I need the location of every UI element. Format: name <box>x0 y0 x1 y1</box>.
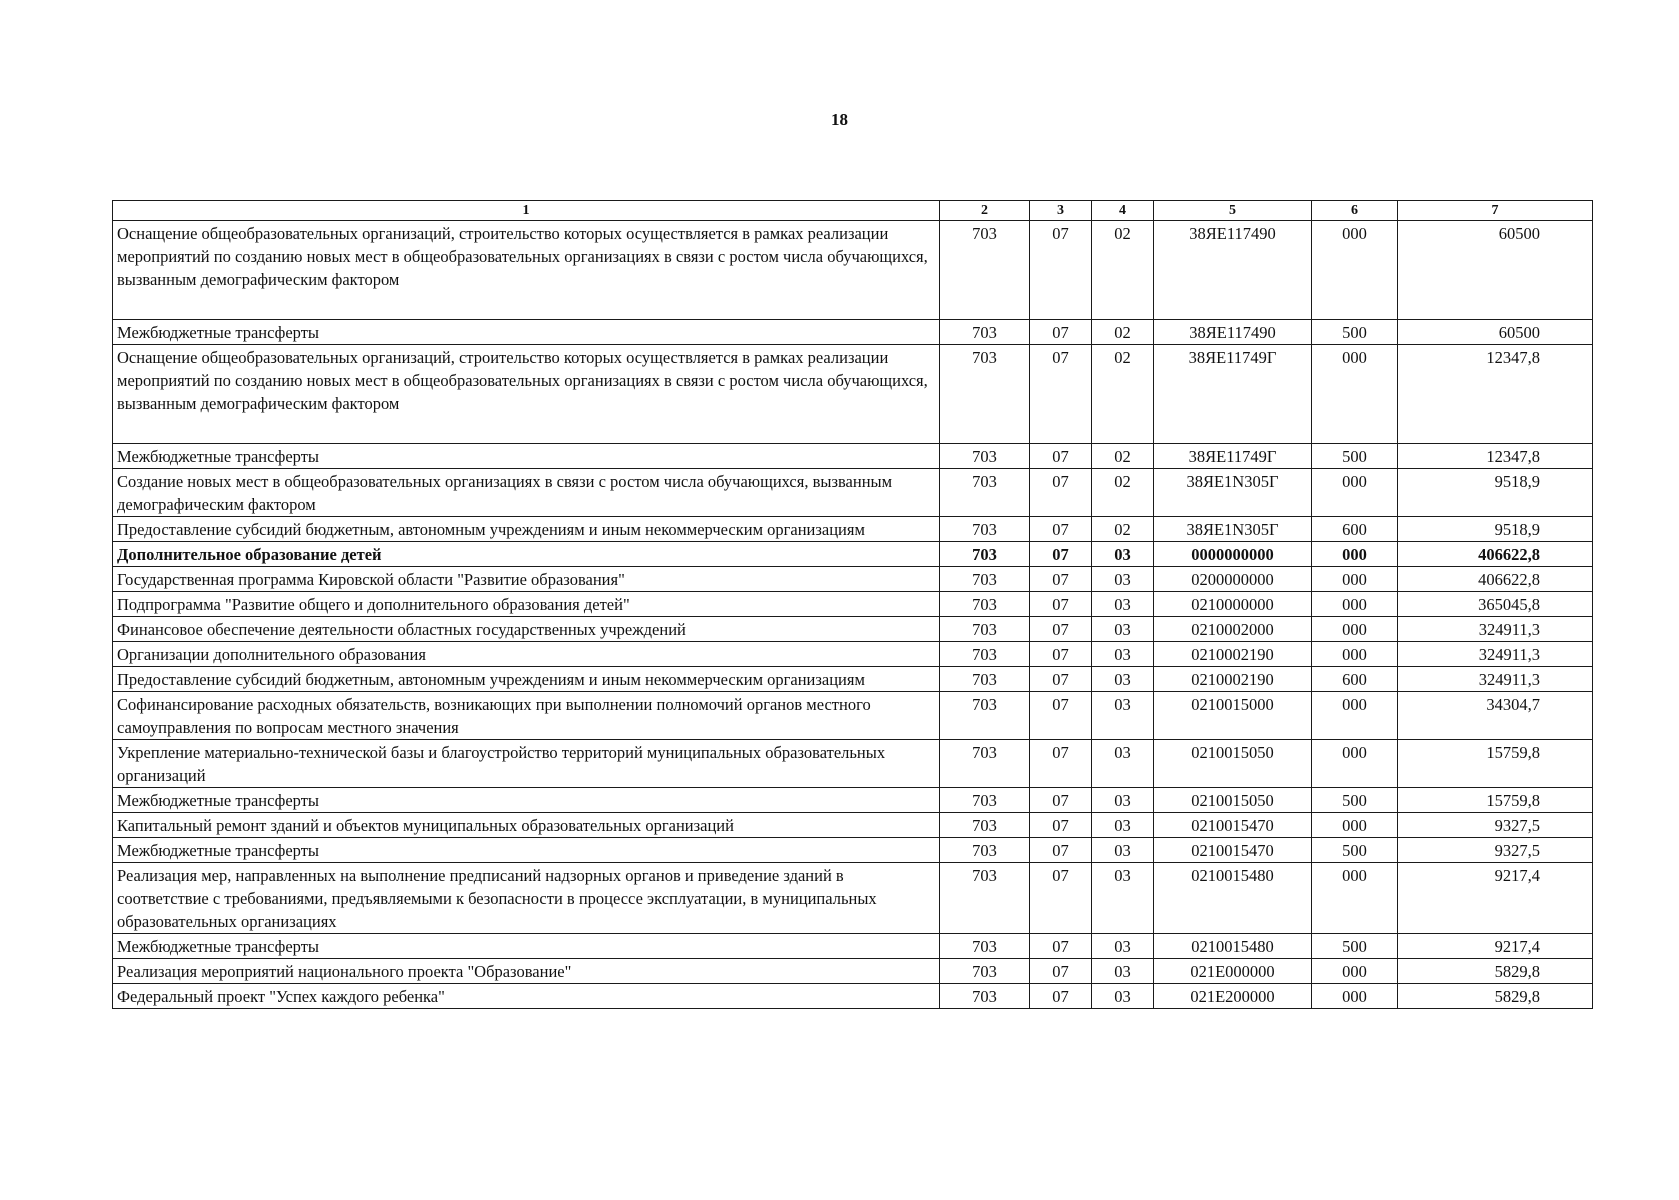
row-code-6-cell: 600 <box>1312 517 1398 542</box>
table-row <box>113 959 1593 984</box>
table-row <box>113 444 1593 469</box>
row-code-2-cell: 703 <box>940 542 1030 567</box>
row-code-5-cell: 021E200000 <box>1154 984 1312 1009</box>
table-row <box>113 617 1593 642</box>
row-code-5-cell: 0210015050 <box>1154 740 1312 788</box>
row-code-5-cell: 0210015480 <box>1154 934 1312 959</box>
row-name-cell: Межбюджетные трансферты <box>113 934 940 959</box>
row-amount-cell: 9217,4 <box>1398 863 1593 934</box>
row-code-2-cell: 703 <box>940 692 1030 740</box>
row-code-5-cell: 0210015000 <box>1154 692 1312 740</box>
row-code-4-cell: 03 <box>1092 617 1154 642</box>
table-row <box>113 542 1593 567</box>
table-row <box>113 838 1593 863</box>
table-row <box>113 469 1593 517</box>
row-code-2-cell: 703 <box>940 838 1030 863</box>
row-code-4-cell: 03 <box>1092 667 1154 692</box>
row-code-6-cell: 000 <box>1312 984 1398 1009</box>
row-code-2-cell: 703 <box>940 959 1030 984</box>
row-code-5-cell: 0210015050 <box>1154 788 1312 813</box>
table-row <box>113 320 1593 345</box>
column-header-3: 3 <box>1030 201 1092 221</box>
row-name-cell: Межбюджетные трансферты <box>113 444 940 469</box>
table-row <box>113 642 1593 667</box>
table-header-row <box>113 201 1593 221</box>
row-code-3-cell: 07 <box>1030 813 1092 838</box>
row-name-cell: Федеральный проект "Успех каждого ребенка" <box>113 984 940 1009</box>
row-code-4-cell: 03 <box>1092 592 1154 617</box>
table-row <box>113 221 1593 320</box>
row-amount-cell: 60500 <box>1398 320 1593 345</box>
row-amount-cell: 15759,8 <box>1398 788 1593 813</box>
row-code-3-cell: 07 <box>1030 838 1092 863</box>
row-name-cell: Межбюджетные трансферты <box>113 788 940 813</box>
row-amount-cell: 406622,8 <box>1398 542 1593 567</box>
row-amount-cell: 12347,8 <box>1398 345 1593 444</box>
row-code-2-cell: 703 <box>940 345 1030 444</box>
row-code-3-cell: 07 <box>1030 444 1092 469</box>
row-code-4-cell: 03 <box>1092 567 1154 592</box>
row-amount-cell: 5829,8 <box>1398 959 1593 984</box>
row-code-4-cell: 03 <box>1092 692 1154 740</box>
row-code-3-cell: 07 <box>1030 959 1092 984</box>
column-header-2: 2 <box>940 201 1030 221</box>
row-code-4-cell: 02 <box>1092 320 1154 345</box>
row-amount-cell: 9327,5 <box>1398 813 1593 838</box>
row-name-cell: Реализация мероприятий национального проекта "Образование" <box>113 959 940 984</box>
row-code-5-cell: 38ЯЕ117490 <box>1154 221 1312 320</box>
row-amount-cell: 9518,9 <box>1398 517 1593 542</box>
row-code-3-cell: 07 <box>1030 863 1092 934</box>
row-code-5-cell: 0210000000 <box>1154 592 1312 617</box>
row-name-cell: Межбюджетные трансферты <box>113 838 940 863</box>
row-code-3-cell: 07 <box>1030 667 1092 692</box>
row-code-4-cell: 02 <box>1092 221 1154 320</box>
row-code-5-cell: 0000000000 <box>1154 542 1312 567</box>
column-header-7: 7 <box>1398 201 1593 221</box>
row-name-cell: Организации дополнительного образования <box>113 642 940 667</box>
row-code-4-cell: 03 <box>1092 642 1154 667</box>
row-code-4-cell: 03 <box>1092 788 1154 813</box>
table-row <box>113 567 1593 592</box>
row-code-2-cell: 703 <box>940 617 1030 642</box>
table-row <box>113 788 1593 813</box>
row-amount-cell: 365045,8 <box>1398 592 1593 617</box>
row-code-2-cell: 703 <box>940 320 1030 345</box>
row-amount-cell: 9327,5 <box>1398 838 1593 863</box>
table-row <box>113 934 1593 959</box>
row-code-3-cell: 07 <box>1030 567 1092 592</box>
row-amount-cell: 324911,3 <box>1398 667 1593 692</box>
row-code-5-cell: 0210002190 <box>1154 642 1312 667</box>
row-code-5-cell: 0210015480 <box>1154 863 1312 934</box>
row-code-2-cell: 703 <box>940 667 1030 692</box>
row-amount-cell: 15759,8 <box>1398 740 1593 788</box>
row-code-3-cell: 07 <box>1030 617 1092 642</box>
row-code-2-cell: 703 <box>940 740 1030 788</box>
row-name-cell: Подпрограмма "Развитие общего и дополнительного образования детей" <box>113 592 940 617</box>
row-name-cell: Софинансирование расходных обязательств, возникающих при выполнении полномочий органов местного самоуправления по вопросам местного значения <box>113 692 940 740</box>
row-amount-cell: 406622,8 <box>1398 567 1593 592</box>
row-code-2-cell: 703 <box>940 469 1030 517</box>
row-code-4-cell: 02 <box>1092 345 1154 444</box>
row-code-4-cell: 03 <box>1092 813 1154 838</box>
row-code-4-cell: 02 <box>1092 469 1154 517</box>
row-amount-cell: 60500 <box>1398 221 1593 320</box>
row-code-5-cell: 0210002190 <box>1154 667 1312 692</box>
column-header-4: 4 <box>1092 201 1154 221</box>
table-row <box>113 667 1593 692</box>
table-row <box>113 863 1593 934</box>
row-code-3-cell: 07 <box>1030 542 1092 567</box>
row-code-6-cell: 000 <box>1312 959 1398 984</box>
row-name-cell: Предоставление субсидий бюджетным, автономным учреждениям и иным некоммерческим организациям <box>113 667 940 692</box>
row-code-6-cell: 000 <box>1312 813 1398 838</box>
row-code-5-cell: 021E000000 <box>1154 959 1312 984</box>
row-name-cell: Межбюджетные трансферты <box>113 320 940 345</box>
row-code-3-cell: 07 <box>1030 345 1092 444</box>
table-row <box>113 345 1593 444</box>
row-code-6-cell: 500 <box>1312 838 1398 863</box>
row-code-4-cell: 03 <box>1092 959 1154 984</box>
row-code-6-cell: 000 <box>1312 567 1398 592</box>
row-code-3-cell: 07 <box>1030 320 1092 345</box>
row-code-6-cell: 000 <box>1312 542 1398 567</box>
row-code-2-cell: 703 <box>940 642 1030 667</box>
row-code-6-cell: 500 <box>1312 320 1398 345</box>
row-name-cell: Предоставление субсидий бюджетным, автономным учреждениям и иным некоммерческим организациям <box>113 517 940 542</box>
row-name-cell: Финансовое обеспечение деятельности областных государственных учреждений <box>113 617 940 642</box>
row-code-5-cell: 38ЯЕ11749Г <box>1154 444 1312 469</box>
row-code-3-cell: 07 <box>1030 934 1092 959</box>
table-body <box>113 201 1593 1009</box>
row-code-5-cell: 38ЯЕ11749Г <box>1154 345 1312 444</box>
row-code-3-cell: 07 <box>1030 642 1092 667</box>
row-code-3-cell: 07 <box>1030 517 1092 542</box>
row-code-6-cell: 000 <box>1312 642 1398 667</box>
row-code-2-cell: 703 <box>940 221 1030 320</box>
row-name-cell: Дополнительное образование детей <box>113 542 940 567</box>
row-code-6-cell: 000 <box>1312 692 1398 740</box>
row-amount-cell: 12347,8 <box>1398 444 1593 469</box>
row-name-cell: Капитальный ремонт зданий и объектов муниципальных образовательных организаций <box>113 813 940 838</box>
table-row <box>113 592 1593 617</box>
row-code-3-cell: 07 <box>1030 592 1092 617</box>
row-code-2-cell: 703 <box>940 788 1030 813</box>
row-code-5-cell: 0210015470 <box>1154 838 1312 863</box>
column-header-6: 6 <box>1312 201 1398 221</box>
row-code-4-cell: 03 <box>1092 984 1154 1009</box>
row-code-2-cell: 703 <box>940 934 1030 959</box>
column-header-1: 1 <box>113 201 940 221</box>
row-code-5-cell: 38ЯЕ117490 <box>1154 320 1312 345</box>
row-name-cell: Государственная программа Кировской области "Развитие образования" <box>113 567 940 592</box>
row-code-3-cell: 07 <box>1030 692 1092 740</box>
table-row <box>113 813 1593 838</box>
row-name-cell: Оснащение общеобразовательных организаций, строительство которых осуществляется в рамках реализации мероприятий по созданию новых мест в общеобразовательных организациях в связи с ростом числа обучающихся, вызванным демографическим фактором <box>113 345 940 444</box>
row-code-4-cell: 03 <box>1092 863 1154 934</box>
row-amount-cell: 34304,7 <box>1398 692 1593 740</box>
row-code-6-cell: 000 <box>1312 592 1398 617</box>
table-row <box>113 517 1593 542</box>
table-row <box>113 740 1593 788</box>
row-code-6-cell: 000 <box>1312 345 1398 444</box>
row-code-5-cell: 38ЯЕ1N305Г <box>1154 517 1312 542</box>
row-amount-cell: 9518,9 <box>1398 469 1593 517</box>
row-code-2-cell: 703 <box>940 567 1030 592</box>
row-code-2-cell: 703 <box>940 444 1030 469</box>
table-row <box>113 984 1593 1009</box>
row-code-2-cell: 703 <box>940 984 1030 1009</box>
table-row <box>113 692 1593 740</box>
row-code-4-cell: 03 <box>1092 542 1154 567</box>
row-code-3-cell: 07 <box>1030 469 1092 517</box>
row-code-2-cell: 703 <box>940 863 1030 934</box>
column-header-5: 5 <box>1154 201 1312 221</box>
row-name-cell: Создание новых мест в общеобразовательных организациях в связи с ростом числа обучающихся, вызванным демографическим фактором <box>113 469 940 517</box>
row-code-5-cell: 0210002000 <box>1154 617 1312 642</box>
row-code-6-cell: 500 <box>1312 444 1398 469</box>
row-code-5-cell: 38ЯЕ1N305Г <box>1154 469 1312 517</box>
budget-table <box>112 200 1593 1009</box>
row-code-6-cell: 500 <box>1312 788 1398 813</box>
row-name-cell: Реализация мер, направленных на выполнение предписаний надзорных органов и приведение зданий в соответствие с требованиями, предъявляемыми к безопасности в процессе эксплуатации, в муниципальных образовательных организациях <box>113 863 940 934</box>
row-name-cell: Укрепление материально-технической базы и благоустройство территорий муниципальных образовательных организаций <box>113 740 940 788</box>
row-amount-cell: 324911,3 <box>1398 617 1593 642</box>
row-amount-cell: 324911,3 <box>1398 642 1593 667</box>
row-code-6-cell: 000 <box>1312 740 1398 788</box>
row-code-3-cell: 07 <box>1030 740 1092 788</box>
row-code-2-cell: 703 <box>940 517 1030 542</box>
page-number: 18 <box>831 110 848 129</box>
row-name-cell: Оснащение общеобразовательных организаций, строительство которых осуществляется в рамках реализации мероприятий по созданию новых мест в общеобразовательных организациях в связи с ростом числа обучающихся, вызванным демографическим фактором <box>113 221 940 320</box>
row-code-3-cell: 07 <box>1030 221 1092 320</box>
row-code-6-cell: 600 <box>1312 667 1398 692</box>
row-code-5-cell: 0200000000 <box>1154 567 1312 592</box>
row-code-6-cell: 000 <box>1312 221 1398 320</box>
row-code-6-cell: 000 <box>1312 863 1398 934</box>
row-code-3-cell: 07 <box>1030 788 1092 813</box>
row-code-4-cell: 02 <box>1092 444 1154 469</box>
row-code-6-cell: 500 <box>1312 934 1398 959</box>
row-code-2-cell: 703 <box>940 592 1030 617</box>
row-code-4-cell: 03 <box>1092 934 1154 959</box>
row-code-5-cell: 0210015470 <box>1154 813 1312 838</box>
row-code-6-cell: 000 <box>1312 617 1398 642</box>
row-code-3-cell: 07 <box>1030 984 1092 1009</box>
row-amount-cell: 9217,4 <box>1398 934 1593 959</box>
row-code-4-cell: 02 <box>1092 517 1154 542</box>
row-code-2-cell: 703 <box>940 813 1030 838</box>
row-amount-cell: 5829,8 <box>1398 984 1593 1009</box>
row-code-6-cell: 000 <box>1312 469 1398 517</box>
row-code-4-cell: 03 <box>1092 740 1154 788</box>
row-code-4-cell: 03 <box>1092 838 1154 863</box>
